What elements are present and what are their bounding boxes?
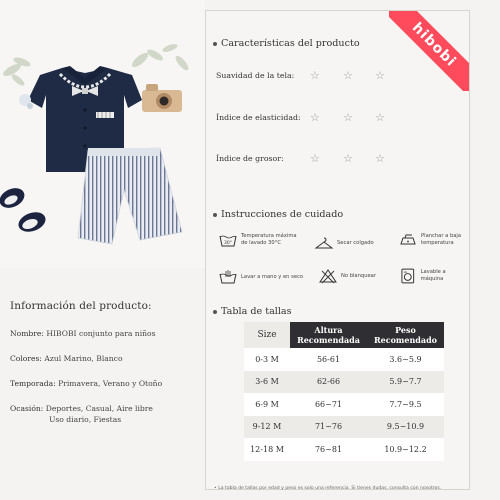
care-item-hang-dry [314, 235, 374, 251]
info-row-season [10, 378, 205, 389]
cell-size: 6-9 M [244, 393, 290, 416]
bullet-icon [213, 42, 217, 46]
star-icon: ☆ [375, 152, 385, 165]
size-chart-note [214, 486, 441, 491]
care-text: temperatura [421, 240, 454, 246]
cell-weight: 3.6~5.9 [367, 348, 444, 371]
care-text: Lavar a mano y en seco [241, 273, 304, 280]
star-icon: ☆ [310, 69, 320, 82]
star-icon: ☆ [343, 69, 353, 82]
info-value: Azul Marino, Blanco [44, 354, 123, 363]
care-text: Planchar a baja [421, 233, 462, 239]
star-icon: ☆ [310, 111, 320, 124]
table-row [244, 371, 444, 394]
rating-label: Índice de elasticidad: [216, 113, 301, 122]
info-label: Nombre: [10, 329, 44, 338]
cell-height: 66~71 [290, 393, 367, 416]
note-bullet-icon: • [214, 486, 217, 491]
bullet-icon [213, 213, 217, 217]
product-photo [0, 0, 205, 268]
cell-size: 3-6 M [244, 371, 290, 394]
care-item-no-bleach [318, 268, 376, 284]
header-weight: Peso Recomendado [367, 322, 444, 348]
info-value: Primavera, Verano y Otoño [58, 379, 163, 388]
iron-low-icon [398, 232, 418, 248]
care-text: Lavable a máquina [420, 269, 446, 282]
info-row-occasion [10, 403, 205, 425]
cell-height: 56-61 [290, 348, 367, 371]
care-item-machine-wash [398, 268, 469, 284]
care-item-hand-wash [218, 269, 303, 285]
features-title-text: Características del producto [221, 38, 360, 49]
info-label: Ocasión: [10, 404, 44, 413]
rating-label: Índice de grosor: [216, 154, 284, 163]
size-chart-title-text: Tabla de tallas [221, 306, 292, 317]
size-table-header [244, 322, 444, 348]
cell-size: 12-18 M [244, 438, 290, 461]
care-text: Temperatura máxima [241, 233, 297, 239]
cell-height: 62-66 [290, 371, 367, 394]
features-title [213, 38, 360, 49]
bullet-icon [213, 310, 217, 314]
svg-text:30°: 30° [224, 241, 232, 246]
rating-row-softness [216, 71, 294, 80]
info-value: HIBOBI conjunto para niños [46, 329, 156, 338]
cell-weight: 10.9~12.2 [367, 438, 444, 461]
brand-ribbon [389, 11, 469, 91]
rating-label: Suavidad de la tela: [216, 71, 295, 80]
size-table [244, 322, 444, 461]
info-value: Deportes, Casual, Aire libre [45, 404, 153, 413]
header-height: Altura Recomendada [290, 322, 367, 348]
cell-height: 71~76 [290, 416, 367, 439]
rating-row-elasticity [216, 113, 301, 122]
star-icon: ☆ [375, 111, 385, 124]
cell-weight: 5.9~7.7 [367, 371, 444, 394]
cell-weight: 7.7~9.5 [367, 393, 444, 416]
outfit-illustration [0, 0, 205, 268]
cell-height: 76~81 [290, 438, 367, 461]
care-item-iron-low [398, 232, 461, 248]
table-row [244, 438, 444, 461]
header-size: Size [244, 322, 290, 348]
cell-size: 9-12 M [244, 416, 290, 439]
care-item-wash-30 [218, 232, 297, 248]
info-label: Temporada: [10, 379, 56, 388]
hanger-icon [314, 235, 334, 251]
table-row [244, 348, 444, 371]
star-icon: ☆ [375, 69, 385, 82]
info-value-continued: Uso diario, Fiestas [49, 415, 122, 424]
details-panel [205, 10, 470, 490]
machine-wash-icon [398, 268, 418, 284]
wash-30-icon [218, 232, 238, 248]
hand-wash-icon [218, 269, 238, 285]
product-info-title: Información del producto: [10, 300, 152, 312]
info-row-name [10, 328, 205, 339]
product-info [10, 300, 205, 439]
info-row-colors [10, 353, 205, 364]
cell-weight: 9.5~10.9 [367, 416, 444, 439]
note-text: La tabla de tallas por edad y peso es solo una referencia. Si tienes dudas, consulta con nosotros. [218, 486, 442, 491]
star-icon: ☆ [343, 111, 353, 124]
info-label: Colores: [10, 354, 42, 363]
size-chart-title [213, 306, 292, 317]
care-text: Secar colgado [337, 239, 374, 246]
brand-logo: hibobi [408, 19, 460, 71]
no-bleach-icon [318, 268, 338, 284]
table-row [244, 416, 444, 439]
star-icon: ☆ [310, 152, 320, 165]
care-text: No blanquear [341, 272, 376, 279]
care-text: de lavado 30°C [241, 240, 281, 246]
table-row [244, 393, 444, 416]
care-title-text: Instrucciones de cuidado [221, 209, 344, 220]
star-icon: ☆ [343, 152, 353, 165]
care-title [213, 209, 343, 220]
cell-size: 0-3 M [244, 348, 290, 371]
rating-row-thickness [216, 154, 284, 163]
